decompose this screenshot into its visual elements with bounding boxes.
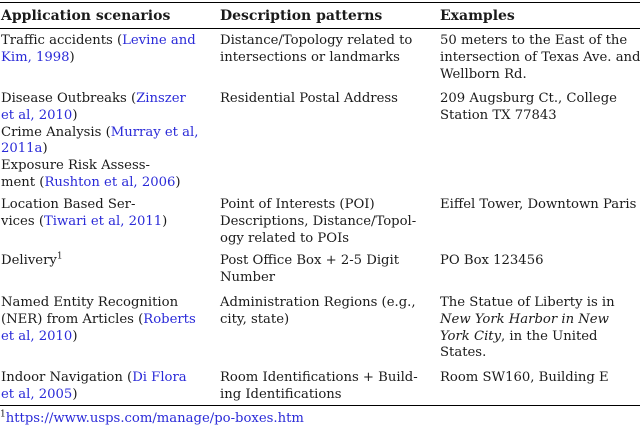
row4-example: PO Box 123456	[440, 253, 544, 268]
footnote-url-link[interactable]: https://www.usps.com/manage/po-boxes.htm	[5, 411, 304, 426]
row6-scenario: Indoor Navigation (Di Flora et al, 2005)	[1, 370, 187, 402]
row5-example: The Statue of Liberty is in New York Harbor in New York City, in the United States.	[440, 295, 615, 361]
row2-scenario: Disease Outbreaks (Zinszer et al, 2010) Crime Analysis (Murray et al, 2011a) Exposure Risk Assess- ment (Rushton et al, 2006)	[1, 91, 199, 190]
citation-link[interactable]: Di Flora	[132, 370, 187, 385]
citation-link[interactable]: Roberts	[143, 311, 196, 327]
row6-example: Room SW160, Building E	[440, 370, 609, 385]
row5-description: Administration Regions (e.g., city, state)	[220, 295, 416, 327]
citation-link[interactable]: et al, 2010	[1, 107, 73, 123]
citation-link[interactable]: Rushton et al, 2006	[44, 174, 176, 190]
citation-link[interactable]: Kim, 1998	[1, 49, 70, 65]
row3-example: Eiffel Tower, Downtown Paris	[440, 197, 637, 212]
row4-description: Post Office Box + 2-5 Digit Number	[220, 253, 399, 285]
citation-link[interactable]: et al, 2010	[1, 328, 73, 344]
citation-link[interactable]: Zinszer	[136, 91, 186, 106]
citation-link[interactable]: Levine and	[122, 33, 196, 48]
bottom-rule	[0, 405, 640, 406]
row2-example: 209 Augsburg Ct., College Station TX 77843	[440, 91, 617, 123]
citation-link[interactable]: 2011a	[1, 141, 43, 157]
row3-scenario: Location Based Ser- vices (Tiwari et al, 2011)	[1, 197, 168, 229]
footnote	[0, 411, 304, 427]
citation-link[interactable]: Tiwari et al, 2011	[43, 213, 163, 229]
row1-example: 50 meters to the East of the intersection of Texas Ave. and Wellborn Rd.	[440, 33, 640, 82]
row6-description: Room Identifications + Build- ing Identifications	[220, 370, 418, 402]
row2-description: Residential Postal Address	[220, 91, 398, 106]
top-rule	[0, 2, 640, 3]
row1-scenario: Traffic accidents (Levine and Kim, 1998)	[1, 33, 196, 65]
row4-scenario: Delivery$^1$	[1, 251, 63, 268]
header-examples: Examples	[440, 8, 515, 24]
footnote-marker[interactable]: 1	[56, 251, 63, 262]
row5-scenario: Named Entity Recognition (NER) from Articles (Roberts et al, 2010)	[1, 295, 196, 344]
row1-description: Distance/Topology related to intersections or landmarks	[220, 33, 413, 65]
row3-description: Point of Interests (POI) Descriptions, Distance/Topol- ogy related to POIs	[220, 197, 417, 246]
citation-link[interactable]: et al, 2005	[1, 386, 73, 402]
header-application-scenarios: Application scenarios	[1, 8, 171, 24]
citation-link[interactable]: Murray et al,	[110, 124, 199, 140]
header-rule	[0, 28, 640, 29]
header-description-patterns: Description patterns	[220, 8, 383, 24]
footnote-number: 1	[0, 409, 6, 420]
